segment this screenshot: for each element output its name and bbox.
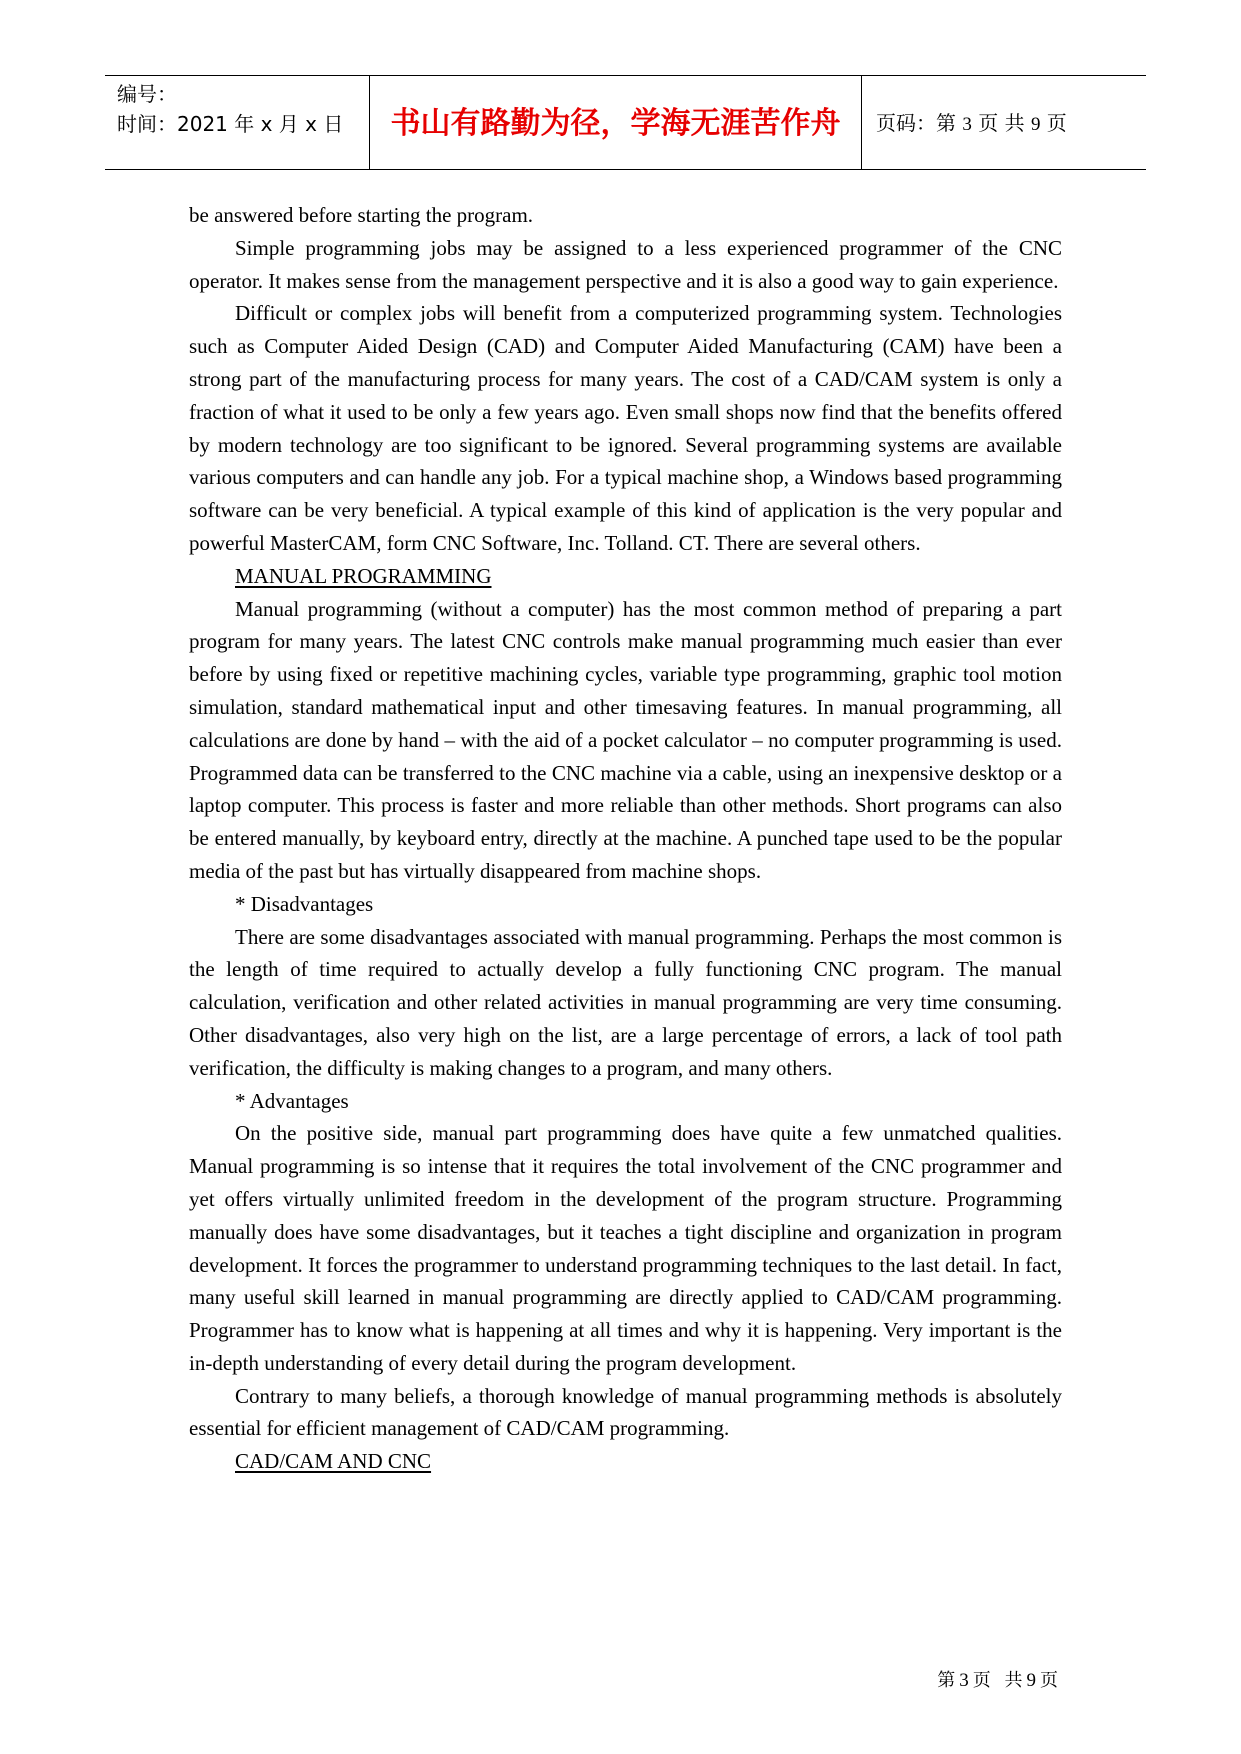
paragraph: Contrary to many beliefs, a thorough knowledge of manual programming methods is absolutely essential for efficient management of CAD/CAM programming. [189, 1383, 1062, 1441]
header-divider-right [861, 75, 862, 170]
paragraph: There are some disadvantages associated with manual programming. Perhaps the most common is the length of time required to actually develop a fully functioning CNC program. The manual calculation, verification and other related activities in manual programming are very time consuming. Other disadvantages, also very high on the list, are a large percentage of errors, a lack of tool path verification, the difficulty is making changes to a program, and many others. [189, 924, 1062, 1080]
page-label-mid: 页 共 [978, 111, 1025, 135]
paragraph: On the positive side, manual part programming does have quite a few unmatched qualities. Manual programming is so intense that it requires the total involvement of the CNC programmer and yet offers virtually unlimited freedom in the development of the program structure. Programming manually does have some disadvantages, but it teaches a tight discipline and organization in program development. It forces the programmer to understand programming techniques to the last detail. In fact, many useful skill learned in manual programming are directly applied to CAD/CAM programming. Programmer has to know what is happening at all times and why it is happening. Very important is the in-depth understanding of every detail during the program development. [189, 1121, 1062, 1375]
header-bottom-rule [105, 169, 1146, 170]
header-meta [117, 79, 343, 139]
footer-page-current: 3 [959, 1670, 973, 1691]
section-heading-manual-programming: MANUAL PROGRAMMING [235, 563, 492, 588]
page-footer [900, 1666, 1062, 1692]
footer-page-total: 9 [1026, 1670, 1040, 1691]
footer-mid: 页 共 [972, 1670, 1027, 1691]
header-top-rule [105, 75, 1146, 76]
page-label-suffix: 页 [1046, 111, 1067, 135]
paragraph: Simple programming jobs may be assigned to a less experienced programmer of the CNC operator. It makes sense from the management perspective and it is also a good way to gain experience. [189, 235, 1062, 293]
page-current: 3 [962, 114, 972, 135]
paragraph-continuation: be answered before starting the program. [189, 203, 534, 227]
header-motto: 书山有路勤为径，学海无涯苦作舟 [390, 106, 841, 141]
page-total: 9 [1030, 114, 1041, 135]
document-body [189, 199, 1062, 1478]
footer-suffix: 页 [1040, 1670, 1062, 1691]
date-label: 时间：2021 年 x 月 x 日 [117, 112, 344, 136]
subheading-advantages: * Advantages [235, 1088, 349, 1113]
paragraph: Difficult or complex jobs will benefit from a computerized programming system. Technologies such as Computer Aided Design (CAD) and Computer Aided Manufacturing (CAM) have been a strong part of the manufacturing process for many years. The cost of a CAD/CAM system is only a fraction of what it used to be only a few years ago. Even small shops now find that the benefits offered by modern technology are too significant to be ignored. Several programming systems are available various computers and can handle any job. For a typical machine shop, a Windows based programming software can be very beneficial. A typical example of this kind of application is the very popular and powerful MasterCAM, form CNC Software, Inc. Tolland. CT. There are several others. [189, 301, 1062, 555]
subheading-disadvantages: * Disadvantages [235, 891, 374, 916]
paragraph: Manual programming (without a computer) has the most common method of preparing a part program for many years. The latest CNC controls make manual programming much easier than ever before by using fixed or repetitive machining cycles, variable type programming, graphic tool motion simulation, standard mathematical input and other timesaving features. In manual programming, all calculations are done by hand – with the aid of a pocket calculator – no computer programming is used. Programmed data can be transferred to the CNC machine via a cable, using an inexpensive desktop or a laptop computer. This process is faster and more reliable than other methods. Short programs can also be entered manually, by keyboard entry, directly at the machine. A punched tape used to be the popular media of the past but has virtually disappeared from machine shops. [189, 596, 1062, 883]
section-heading-cad-cam-and-cnc: CAD/CAM AND CNC [235, 1449, 432, 1474]
page-label-prefix: 页码：第 [876, 111, 956, 135]
footer-prefix: 第 [937, 1670, 960, 1691]
header-page-info [876, 108, 1067, 140]
serial-label: 编号： [117, 82, 177, 106]
